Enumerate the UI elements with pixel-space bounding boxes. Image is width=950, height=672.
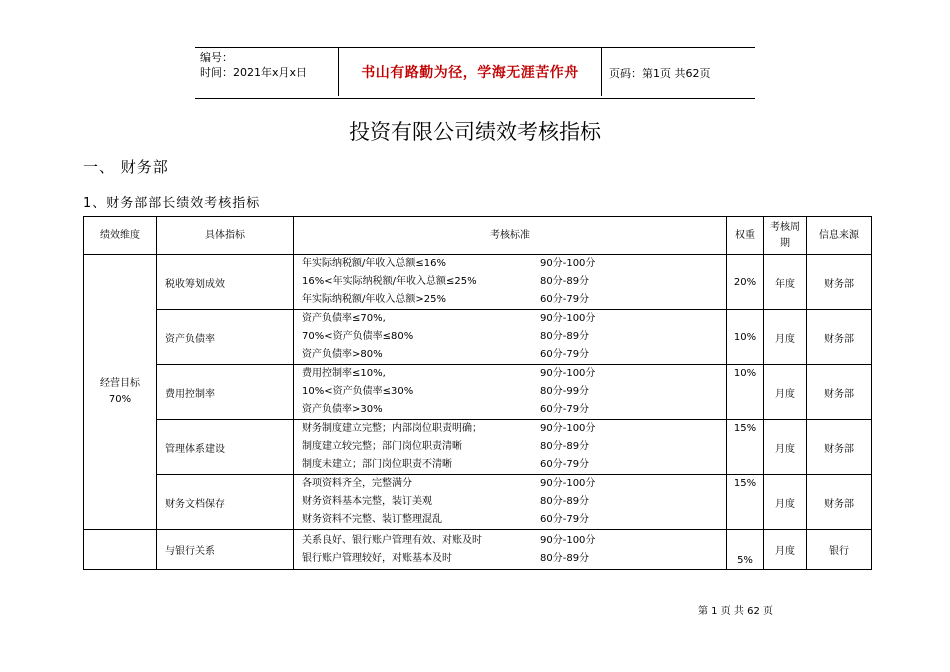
source-cell: 财务部 <box>807 475 872 530</box>
criteria-text: 资产负债率≤70%, <box>302 313 386 324</box>
criteria-text: 70%<资产负债率≤80% <box>302 331 414 342</box>
weight-cell: 10% <box>727 310 764 365</box>
period-cell: 月度 <box>764 420 807 475</box>
criteria-score: 90分-100分 <box>540 423 596 434</box>
indicator-cell: 财务文档保存 <box>157 475 294 530</box>
table-row <box>84 475 872 530</box>
period-cell: 月度 <box>764 475 807 530</box>
weight-cell: 5% <box>727 530 764 570</box>
indicator-cell: 税收筹划成效 <box>157 255 294 310</box>
period-cell: 年度 <box>764 255 807 310</box>
criteria-line <box>302 291 724 309</box>
kpi-table <box>83 216 872 570</box>
header-period: 考核周期 <box>764 217 807 255</box>
header-source: 信息来源 <box>807 217 872 255</box>
criteria-text: 资产负债率>30% <box>302 404 383 415</box>
criteria-line <box>302 383 724 401</box>
criteria-line <box>302 420 724 438</box>
source-cell: 银行 <box>807 530 872 570</box>
criteria-line <box>302 273 724 291</box>
criteria-line <box>302 475 724 493</box>
criteria-line <box>302 456 724 474</box>
source-cell: 财务部 <box>807 420 872 475</box>
criteria-line <box>302 310 724 328</box>
criteria-line <box>302 438 724 456</box>
table-row <box>84 255 872 310</box>
criteria-line <box>302 328 724 346</box>
motto-text: 书山有路勤为径，学海无涯苦作舟 <box>361 65 579 81</box>
period-cell: 月度 <box>764 310 807 365</box>
criteria-line <box>302 511 724 529</box>
criteria-line <box>302 532 724 550</box>
subsection-heading: 1、财务部部长绩效考核指标 <box>83 196 261 211</box>
source-cell: 财务部 <box>807 365 872 420</box>
weight-cell: 15% <box>727 475 764 530</box>
criteria-text: 各项资料齐全，完整满分 <box>302 478 412 489</box>
criteria-text: 关系良好、银行账户管理有效、对账及时 <box>302 534 482 546</box>
criteria-score: 60分-79分 <box>540 294 590 305</box>
criteria-text: 财务资料基本完整，装订美观 <box>302 496 432 507</box>
dimension-cell-empty <box>84 530 157 570</box>
table-row <box>84 530 872 570</box>
criteria-cell <box>294 255 727 310</box>
page-label: 页码：第1页 共62页 <box>609 67 711 80</box>
table-row <box>84 310 872 365</box>
criteria-text: 制度未建立；部门岗位职责不清晰 <box>302 459 452 470</box>
dimension-cell <box>84 255 157 530</box>
weight-cell: 10% <box>727 365 764 420</box>
criteria-text: 年实际纳税额/年收入总额≤16% <box>302 258 446 269</box>
criteria-score: 80分-89分 <box>540 496 590 507</box>
criteria-score: 80分-89分 <box>540 441 590 452</box>
time-label: 时间：2021年x月x日 <box>200 66 308 79</box>
criteria-line <box>302 550 724 568</box>
criteria-score: 80分-89分 <box>540 331 590 342</box>
source-cell: 财务部 <box>807 310 872 365</box>
motto-box <box>338 48 602 96</box>
header-meta <box>200 50 307 80</box>
indicator-cell: 与银行关系 <box>157 530 294 570</box>
weight-cell: 20% <box>727 255 764 310</box>
criteria-score: 80分-89分 <box>540 276 590 287</box>
header-dimension: 绩效维度 <box>84 217 157 255</box>
criteria-line <box>302 365 724 383</box>
criteria-score: 90分-100分 <box>540 313 596 324</box>
criteria-text: 财务制度建立完整；内部岗位职责明确； <box>302 423 482 434</box>
criteria-score: 60分-79分 <box>540 514 590 525</box>
dimension-label: 经营目标70% <box>100 378 140 405</box>
period-cell: 月度 <box>764 530 807 570</box>
table-row <box>84 365 872 420</box>
indicator-cell: 资产负债率 <box>157 310 294 365</box>
criteria-score: 90分-100分 <box>540 368 596 379</box>
source-cell: 财务部 <box>807 255 872 310</box>
header-criteria: 考核标准 <box>294 217 727 255</box>
criteria-score: 90分-100分 <box>540 258 596 269</box>
criteria-cell <box>294 420 727 475</box>
criteria-text: 财务资料不完整、装订整理混乱 <box>302 514 442 525</box>
table-row <box>84 420 872 475</box>
criteria-text: 10%<资产负债率≤30% <box>302 386 414 397</box>
criteria-score: 80分-99分 <box>540 386 590 397</box>
criteria-cell <box>294 310 727 365</box>
weight-cell: 15% <box>727 420 764 475</box>
criteria-text: 资产负债率>80% <box>302 349 383 360</box>
criteria-cell <box>294 530 727 570</box>
criteria-text: 费用控制率≤10%, <box>302 368 386 379</box>
criteria-cell <box>294 475 727 530</box>
criteria-line <box>302 401 724 419</box>
period-cell: 月度 <box>764 365 807 420</box>
number-label: 编号： <box>200 51 233 64</box>
criteria-score: 60分-79分 <box>540 404 590 415</box>
criteria-score: 90分-100分 <box>540 534 596 546</box>
section-heading: 一、 财务部 <box>83 158 169 176</box>
criteria-text: 银行账户管理较好，对账基本及时 <box>302 552 452 564</box>
criteria-line <box>302 346 724 364</box>
criteria-text: 16%<年实际纳税额/年收入总额≤25% <box>302 276 477 287</box>
criteria-score: 80分-89分 <box>540 552 590 564</box>
criteria-score: 90分-100分 <box>540 478 596 489</box>
criteria-line <box>302 493 724 511</box>
header-weight: 权重 <box>727 217 764 255</box>
criteria-score: 60分-79分 <box>540 349 590 360</box>
criteria-cell <box>294 365 727 420</box>
table-header-row <box>84 217 872 255</box>
header-indicator: 具体指标 <box>157 217 294 255</box>
indicator-cell: 管理体系建设 <box>157 420 294 475</box>
criteria-score: 60分-79分 <box>540 459 590 470</box>
page-footer: 第 1 页 共 62 页 <box>698 606 773 617</box>
indicator-cell: 费用控制率 <box>157 365 294 420</box>
criteria-text: 制度建立较完整；部门岗位职责清晰 <box>302 441 462 452</box>
criteria-line <box>302 255 724 273</box>
page-title: 投资有限公司绩效考核指标 <box>349 120 601 144</box>
criteria-text: 年实际纳税额/年收入总额>25% <box>302 294 446 305</box>
document-header <box>195 47 755 99</box>
